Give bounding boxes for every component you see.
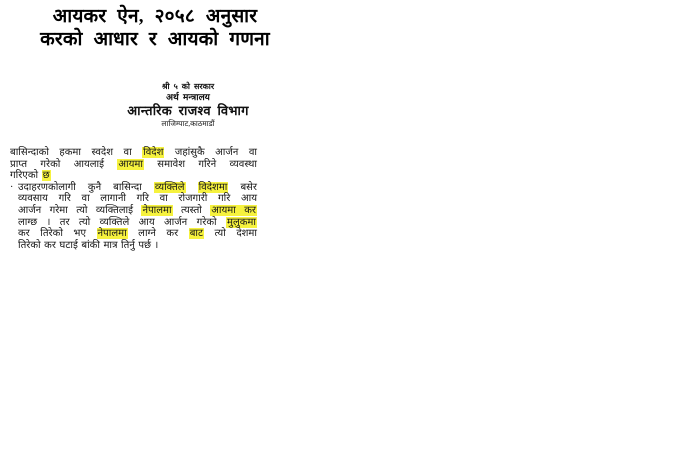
text-segment: त्यो देशमा [204,228,258,240]
paragraph-line [18,205,257,217]
document-title-line1: आयकर ऐन, २०५८ अनुसार [52,6,258,27]
text-segment: प्राप्त गरेको आयलाई [10,158,118,170]
government-line-3: आन्तरिक राजश्व विभाग [127,103,249,118]
paragraph-line [10,170,257,182]
highlighted-text: बाट [189,228,204,240]
bullet-marker: · [10,181,14,193]
highlighted-text: आयमा [118,158,143,170]
highlighted-text: मुलुकमा [226,216,256,228]
text-segment: आर्जन गरेमा त्यो व्यक्तिलाई [18,204,142,216]
paragraph-line [18,240,257,252]
highlighted-text: छ [42,170,50,182]
paragraph-line [18,217,257,229]
text-segment: त्यस्तो [172,204,211,216]
text-segment: लाग्ने कर [127,228,189,240]
paragraph-line [18,193,257,205]
text-segment: कर तिरेको भए [18,228,97,240]
government-header [83,81,293,129]
highlighted-text: नेपालमा [142,204,172,216]
document-title-line2: करको आधार र आयको गणना [40,29,270,50]
paragraph-block [10,181,258,252]
highlighted-text: आयमा कर [211,204,256,216]
text-segment [186,182,198,193]
text-segment: बासिन्दाको हकमा स्वदेश वा [10,147,143,158]
text-segment: तिरेको कर घटाई बांकी मात्र तिर्नु पर्छ । [18,239,159,251]
highlighted-text: विदेश [143,147,164,158]
paragraph-line [10,147,257,159]
text-segment: लाग्छ । तर त्यो व्यक्तिले आय आर्जन गरेको [18,216,226,228]
text-segment: समावेश गरिने व्यवस्था [143,158,257,170]
text-segment: उदाहरणकोलागी कुनै बासिन्दा [18,181,154,193]
government-line-2: अर्थ मन्त्रालय [166,92,210,102]
text-segment: व्यवसाय गरि वा लागानी गरि वा रोजगारी गरि आय [18,193,257,205]
paragraph-line [10,181,258,194]
paragraph-block [10,147,257,182]
document-title [0,5,310,51]
highlighted-text: नेपालमा [97,228,127,240]
highlighted-text: व्यक्तिले [154,181,185,193]
body-paragraph [10,147,257,251]
paragraph-line [18,228,257,240]
text-segment: जहांसुकै आर्जन वा [164,147,257,158]
government-line-4: लाजिम्पाट,काठमाडौं [161,119,215,128]
text-segment: गरिएको [10,170,42,182]
government-line-1: श्री ५ को सरकार [161,82,215,91]
highlighted-text: विदेशमा [198,181,228,193]
text-segment: बसेर [228,181,258,193]
paragraph-line [10,159,257,171]
